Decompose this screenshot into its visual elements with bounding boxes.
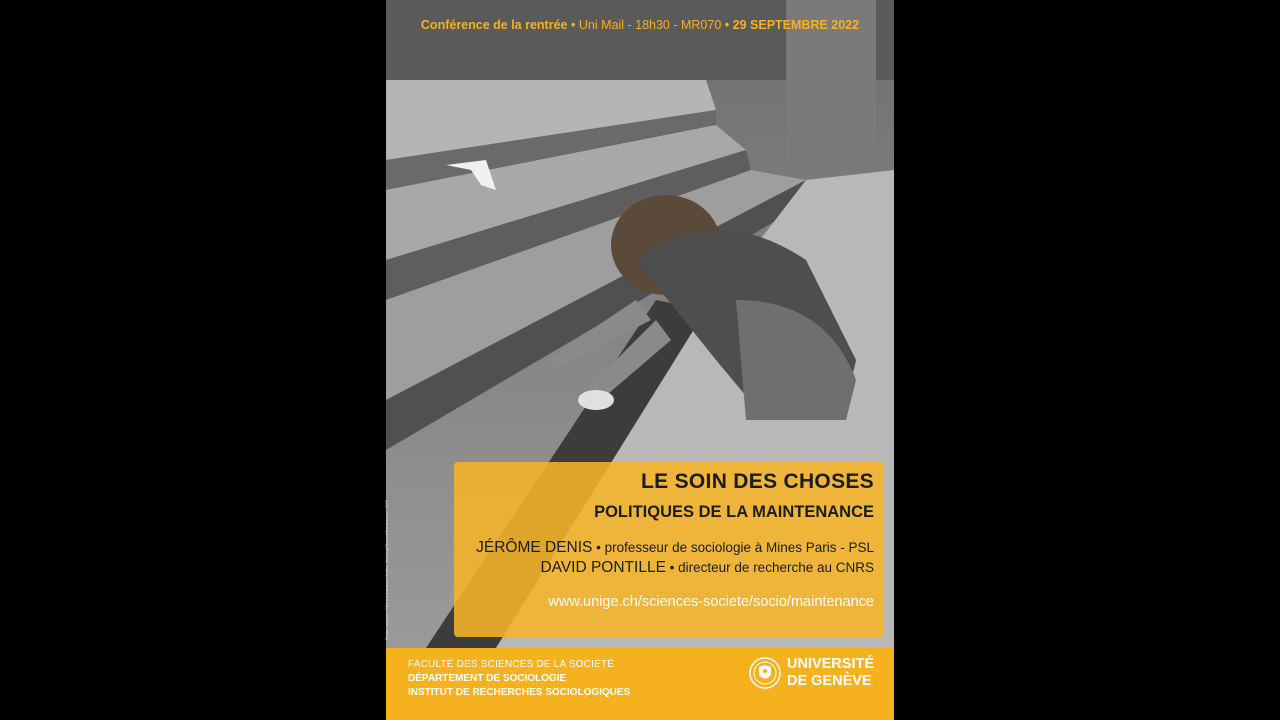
faculty-block — [408, 658, 630, 700]
event-info-line — [386, 18, 894, 32]
university-line2: DE GENÈVE — [786, 673, 872, 689]
university-seal-icon — [749, 657, 781, 689]
event-url-link[interactable]: www.unige.ch/sciences-societe/socio/maintenance — [548, 594, 874, 610]
faculty-name: FACULTÉ DES SCIENCES DE LA SOCIÉTÉ — [408, 659, 615, 670]
footer-bar — [386, 648, 894, 720]
event-date: 29 SEPTEMBRE 2022 — [732, 18, 860, 32]
speaker-name: DAVID PONTILLE — [540, 559, 666, 576]
speaker-role: • professeur de sociologie à Mines Paris - PSL — [596, 540, 874, 555]
talk-title: LE SOIN DES CHOSES — [641, 470, 874, 493]
info-card — [454, 462, 884, 637]
photo-credit: Photo: archives / Mierle Laderman Ukeles, Washing/Tracks/Maintenance, 1973 — [384, 500, 389, 640]
speaker-role: • directeur de recherche au CNRS — [669, 560, 874, 575]
bullet-separator: • — [724, 18, 730, 32]
university-logo — [749, 656, 874, 690]
conference-label: Conférence de la rentrée — [420, 18, 568, 32]
university-line1: UNIVERSITÉ — [786, 656, 874, 672]
institute-name: INSTITUT DE RECHERCHES SOCIOLOGIQUES — [408, 687, 631, 698]
university-name — [787, 656, 874, 690]
department-name: DÉPARTEMENT DE SOCIOLOGIE — [408, 673, 567, 684]
poster — [386, 0, 894, 720]
talk-subtitle: POLITIQUES DE LA MAINTENANCE — [594, 503, 874, 521]
speaker-row — [454, 538, 874, 558]
speakers-list — [454, 538, 874, 578]
bullet-separator: • — [570, 18, 576, 32]
location-time: Uni Mail - 18h30 - MR070 — [578, 18, 722, 32]
speaker-name: JÉRÔME DENIS — [476, 539, 593, 556]
speaker-row — [454, 558, 874, 578]
